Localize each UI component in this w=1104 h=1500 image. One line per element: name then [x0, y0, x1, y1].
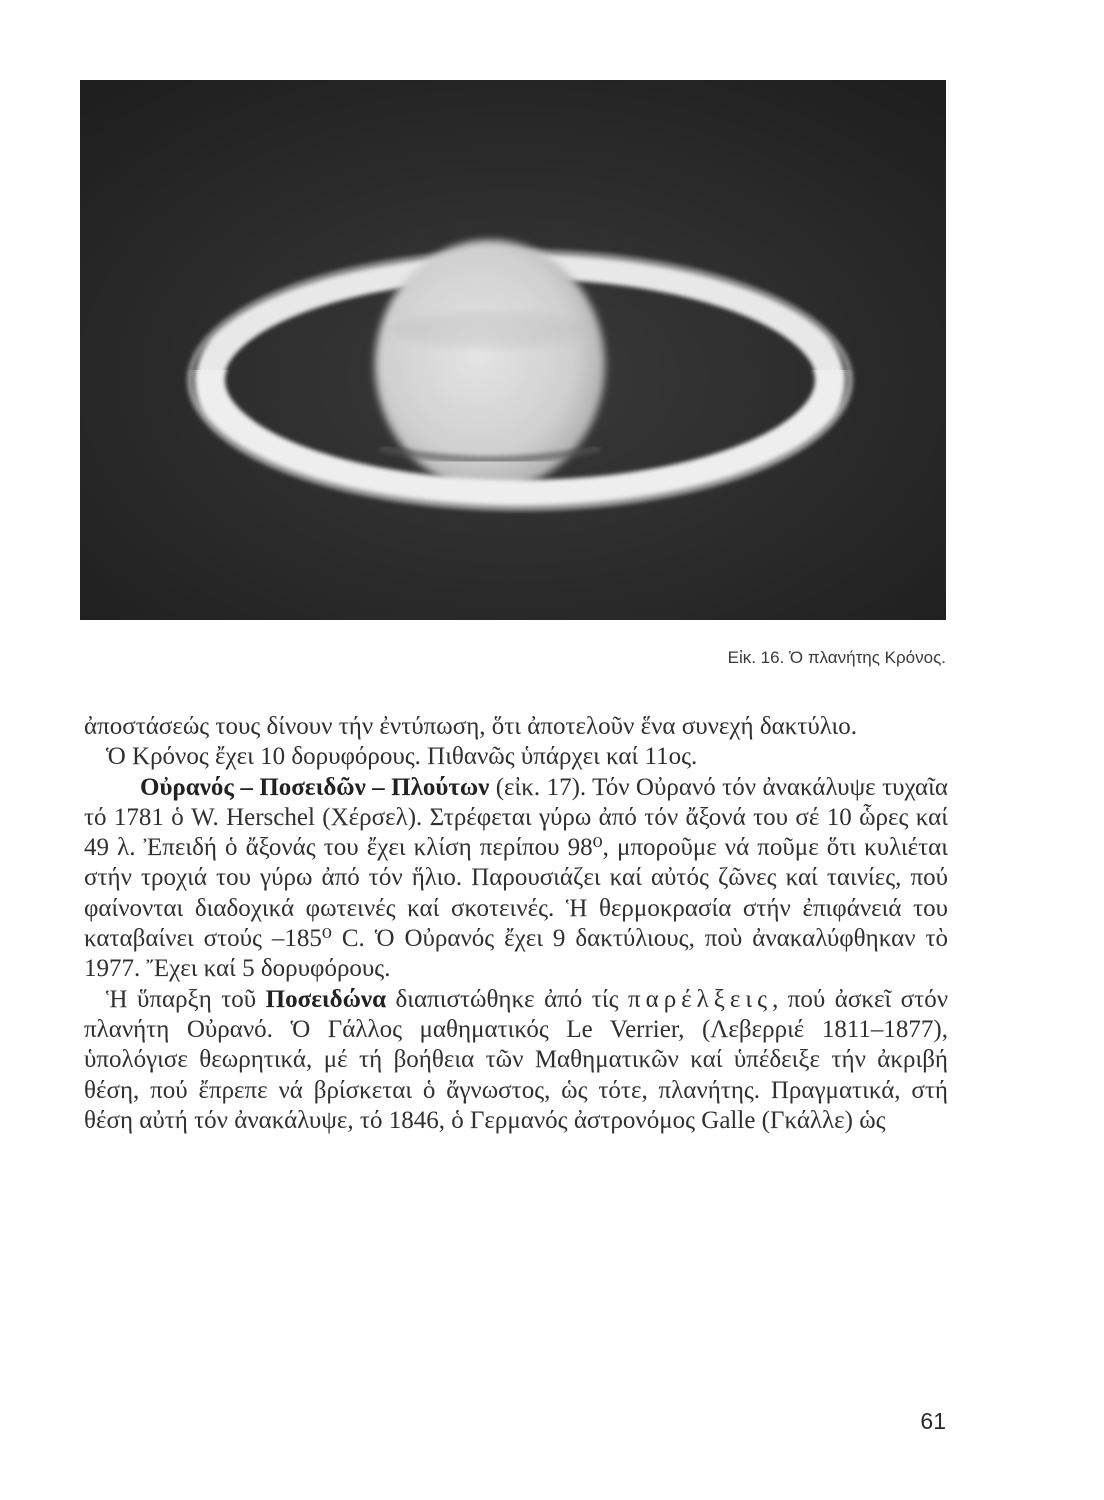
paragraph-continuation: ἀποστάσεώς τους δίνουν τήν ἐντύπωση, ὅτι ἀποτελοῦν ἕνα συνεχή δακτύλιο.	[84, 713, 858, 740]
figure-caption: Εἰκ. 16. Ὁ πλανήτης Κρόνος.	[727, 648, 946, 667]
paragraph-saturn-moons: Ὁ Κρόνος ἔχει 10 δορυφόρους. Πιθανῶς ὑπάρχει καί 11ος.	[106, 743, 698, 771]
spaced-term: παρέλξεις	[627, 985, 773, 1013]
section-heading: Οὐρανός – Ποσειδῶν – Πλούτων	[140, 773, 490, 801]
body-text	[84, 712, 948, 1136]
neptune-intro: Ἡ ὕπαρξη τοῦ	[106, 985, 266, 1013]
page-number: 61	[920, 1408, 946, 1434]
paragraph-neptune	[84, 985, 948, 1136]
neptune-term: Ποσειδώνα	[265, 985, 387, 1013]
uranus-text: (εἰκ. 17). Τόν Οὐρανό τόν ἀνακάλυψε τυχαῖα τό 1781 ὁ W. Herschel (Χέρσελ). Στρέφεται γύρω ἀπό τόν ἄξονά του σέ 10 ὧρες καί 49 λ. Ἐπειδή ὁ ἄξονάς του ἔχει κλίση περίπου 98⁰, μποροῦμε νά ποῦμε ὅτι κυλιέται στήν τροχιά του γύρω ἀπό τόν ἥλιο. Παρουσιάζει καί αὐτός ζῶνες καί ταινίες, πού φαίνονται διαδοχικά φωτεινές καί σκοτεινές. Ἡ θερμοκρασία στήν ἐπιφάνειά του καταβαίνει στούς –185⁰ C. Ὁ Οὐρανός ἔχει 9 δακτύλιους, ποὺ ἀνακαλύφθηκαν τὸ 1977. Ἔχει καί 5 δορυφόρους.	[84, 773, 948, 983]
neptune-mid: διαπιστώθηκε ἀπό τίς	[386, 985, 628, 1013]
saturn-illustration	[80, 80, 946, 620]
paragraph-uranus	[84, 773, 948, 985]
neptune-text: , πού ἀσκεῖ στόν πλανήτη Οὐρανό. Ὁ Γάλλος μαθηματικός Le Verrier, (Λεβερριέ 1811–1877), ὑπολόγισε θεωρητικά, μέ τή βοήθεια τῶν Μαθηματικῶν καί ὑπέδειξε τήν ἀκριβή θέση, πού ἔπρεπε νά βρίσκεται ὁ ἄγνωστος, ὡς τότε, πλανήτης. Πραγματικά, στή θέση αὐτή τόν ἀνακάλυψε, τό 1846, ὁ Γερμανός ἀστρονόμος Galle (Γκάλλε) ὡς	[84, 985, 949, 1134]
saturn-photo	[80, 80, 946, 620]
planet-band	[390, 312, 590, 348]
